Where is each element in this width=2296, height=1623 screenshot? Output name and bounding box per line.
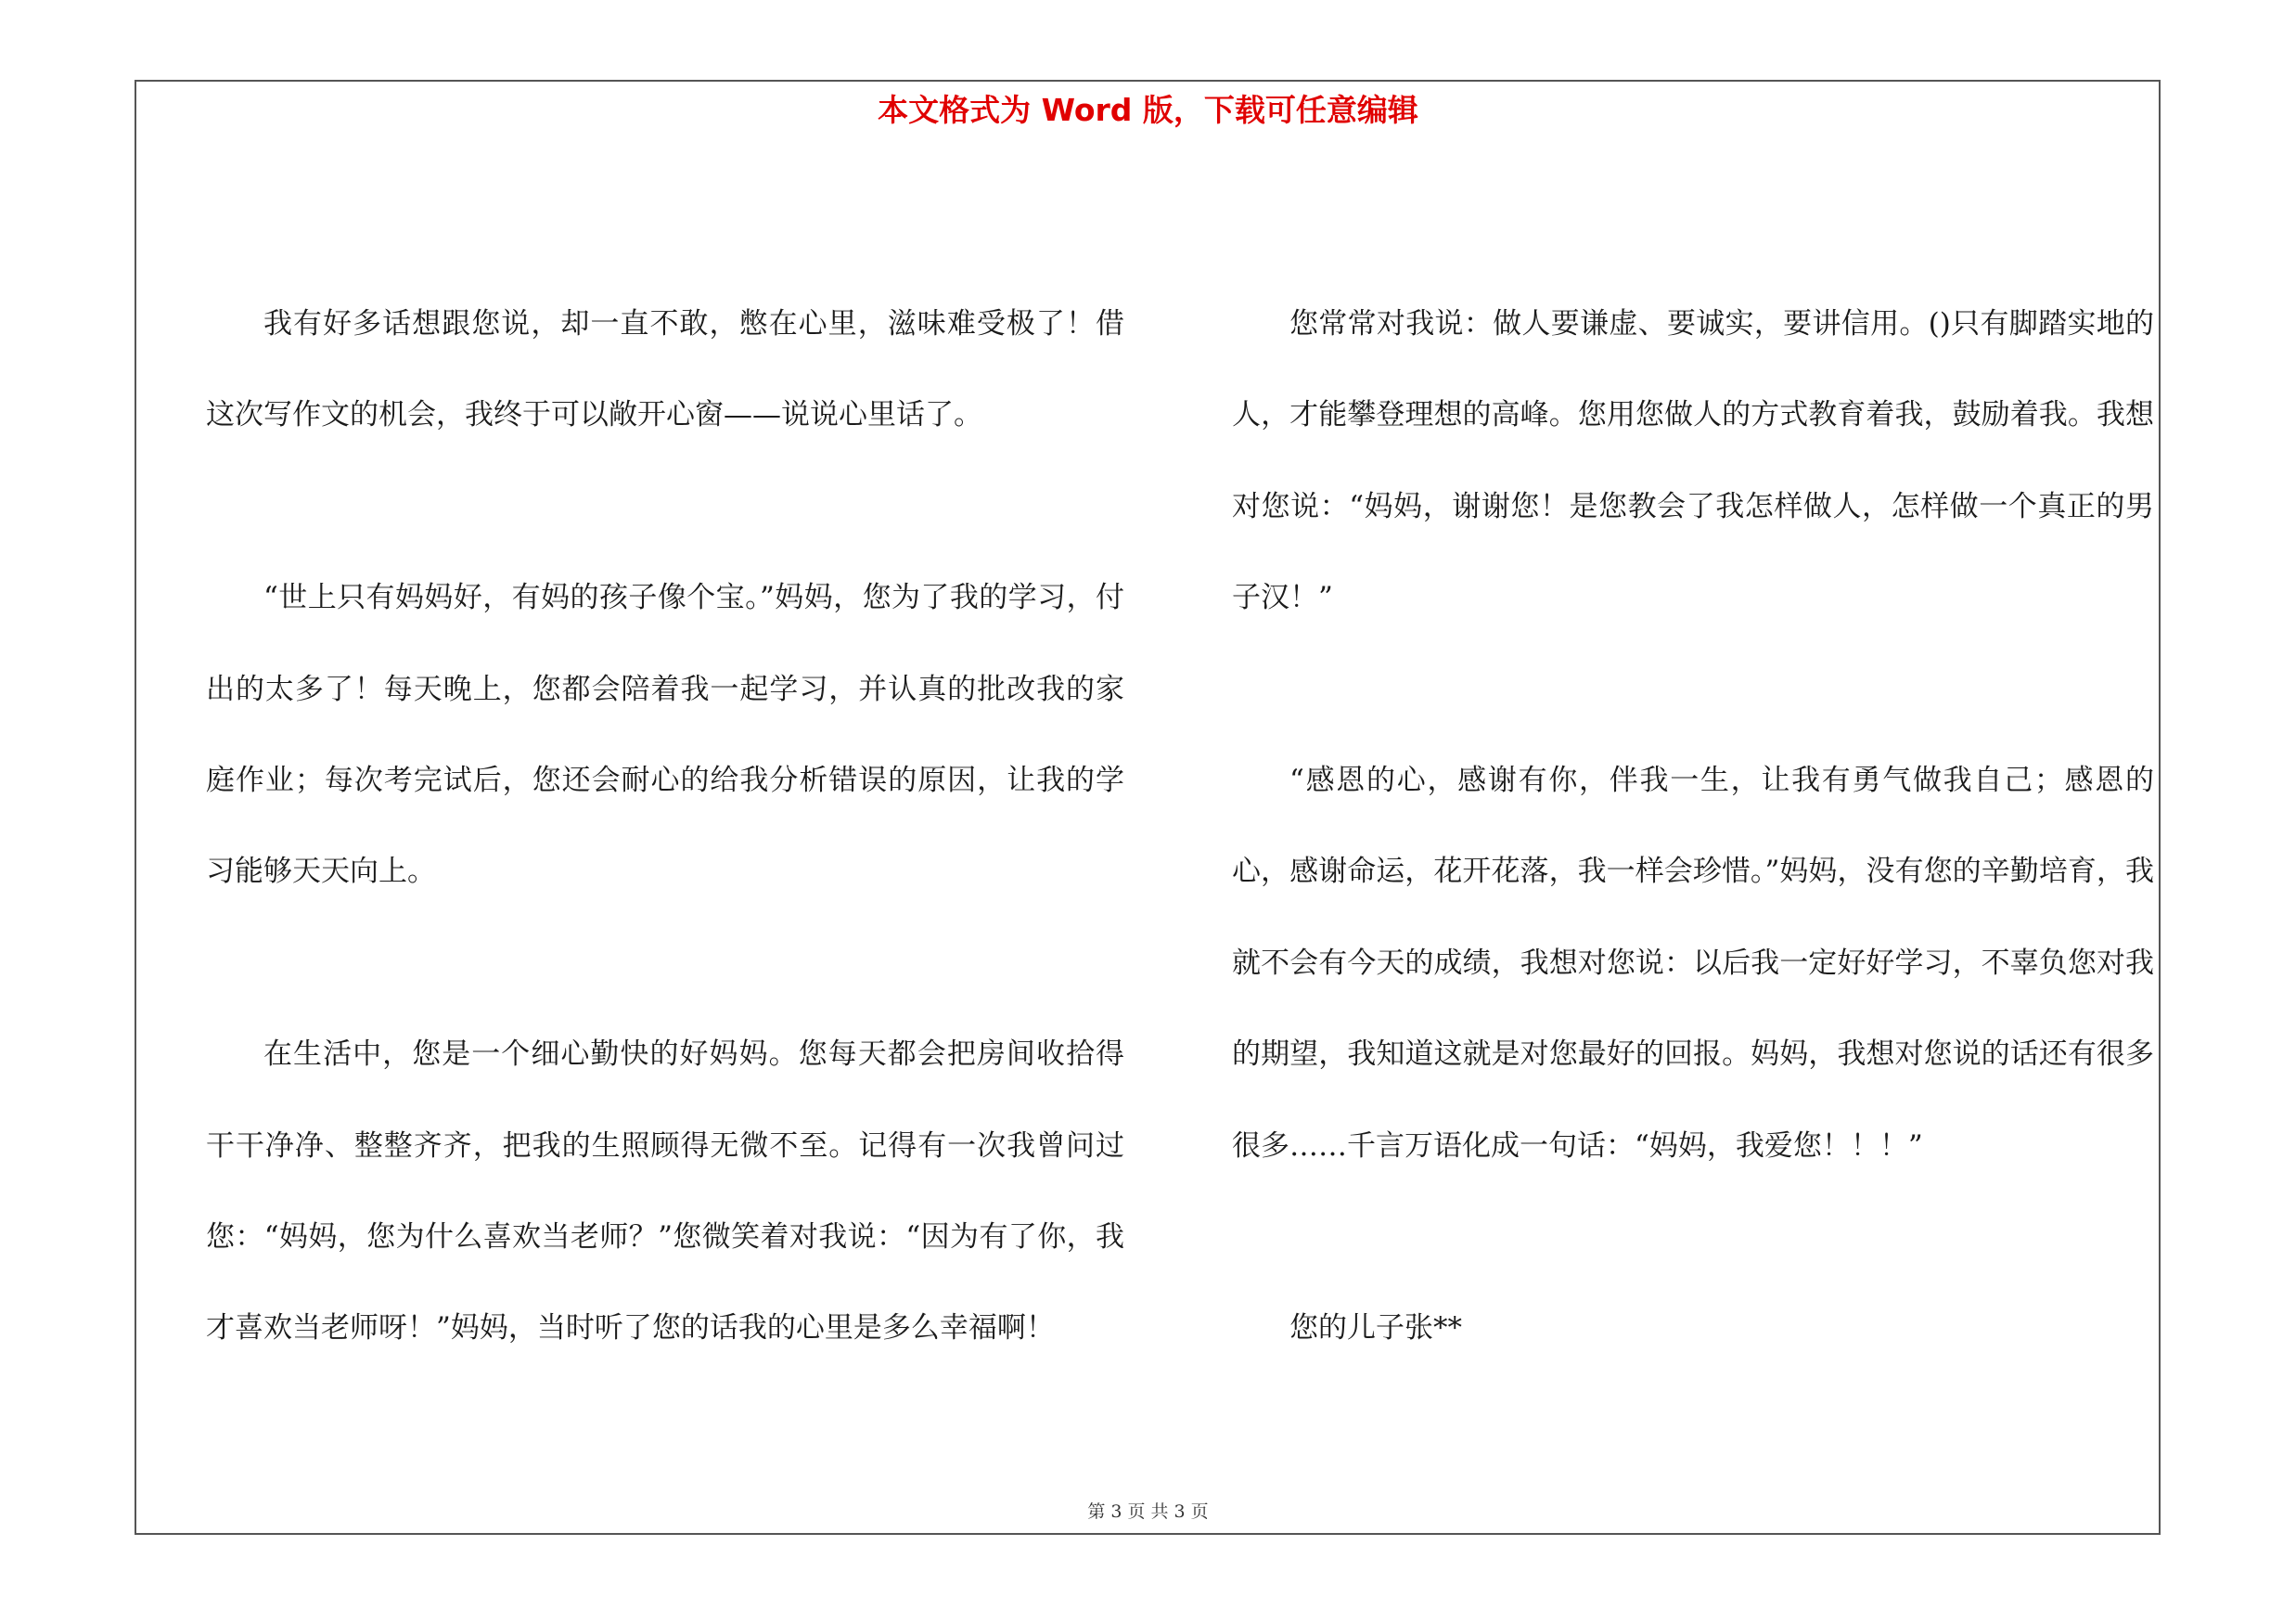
paragraph-life: 在生活中，您是一个细心勤快的好妈妈。您每天都会把房间收拾得干干净净、整整齐齐，把我的生照顾得无微不至。记得有一次我曾问过您：“妈妈，您为什么喜欢当老师？”您微笑着对我说：“因为有了你，我才喜欢当老师呀！”妈妈，当时听了您的话我的心里是多么幸福啊！ xyxy=(206,1037,1124,1346)
paragraph-study: “世上只有妈妈好，有妈的孩子像个宝。”妈妈，您为了我的学习，付出的太多了！每天晚上，您都会陪着我一起学习，并认真的批改我的家庭作业；每次考完试后，您还会耐心的给我分析错误的原因，让我的学习能够天天向上。 xyxy=(206,581,1124,889)
paragraph-teaching: 您常常对我说：做人要谦虚、要诚实，要讲信用。()只有脚踏实地的人，才能攀登理想的高峰。您用您做人的方式教育着我，鼓励着我。我想对您说：“妈妈，谢谢您！是您教会了我怎样做人，怎样做一个真正的男子汉！” xyxy=(1232,307,2154,615)
paragraph-gratitude: “感恩的心，感谢有你，伴我一生，让我有勇气做我自己；感恩的心，感谢命运，花开花落，我一样会珍惜。”妈妈，没有您的辛勤培育，我就不会有今天的成绩，我想对您说：以后我一定好好学习，不辜负您对我的期望，我知道这就是对您最好的回报。妈妈，我想对您说的话还有很多很多……千言万语化成一句话：“妈妈，我爱您！！！” xyxy=(1232,764,2154,1163)
left-column xyxy=(206,278,1124,1374)
format-notice-banner: 本文格式为 Word 版，下载可任意编辑 xyxy=(878,92,1418,128)
page-number: 第 3 页 共 3 页 xyxy=(1087,1501,1209,1522)
paragraph-intro: 我有好多话想跟您说，却一直不敢，憋在心里，滋味难受极了！借这次写作文的机会，我终于可以敞开心窗——说说心里话了。 xyxy=(206,307,1124,432)
right-column xyxy=(1232,278,2154,1374)
signature: 您的儿子张** xyxy=(1289,1311,1462,1346)
